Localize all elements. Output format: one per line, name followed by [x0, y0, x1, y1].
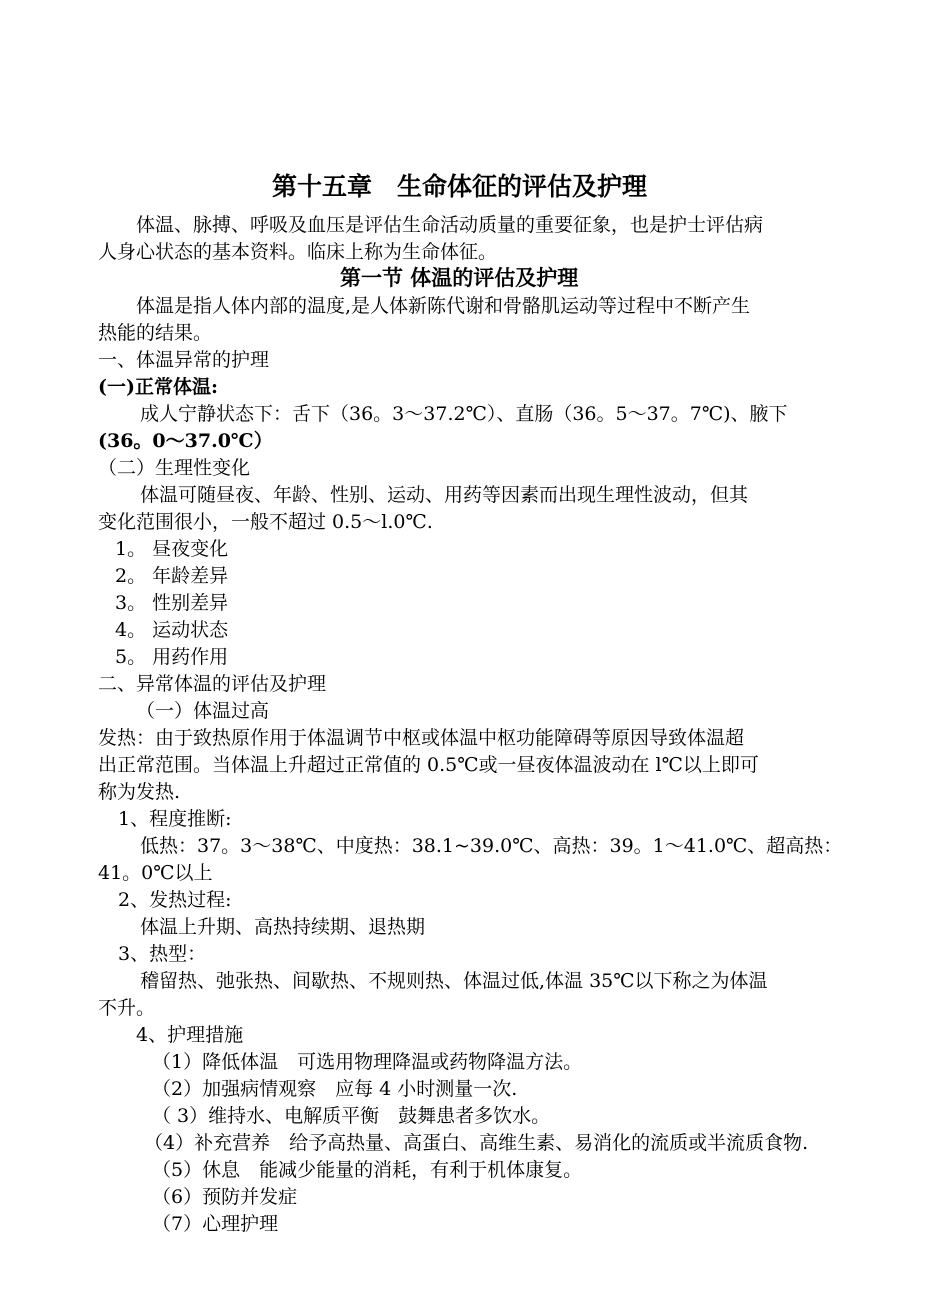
- heading-abnormal-assessment: 二、异常体温的评估及护理: [98, 673, 327, 695]
- fever-definition-line-1: 发热：由于致热原作用于体温调节中枢或体温中枢功能障碍等原因导致体温超: [98, 727, 745, 749]
- list-item: （2）加强病情观察 应每 4 小时测量一次.: [152, 1078, 518, 1100]
- list-item: （5）休息 能减少能量的消耗，有利于机体康复。: [152, 1159, 583, 1181]
- physiological-line-1: 体温可随昼夜、年龄、性别、运动、用药等因素而出现生理性波动，但其: [140, 484, 749, 506]
- list-item: （1）降低体温 可选用物理降温或药物降温方法。: [152, 1051, 583, 1073]
- fever-definition-line-3: 称为发热.: [98, 781, 181, 803]
- list-item: （ 3）维持水、电解质平衡 鼓舞患者多饮水。: [152, 1105, 551, 1127]
- list-item: 2。 年龄差异: [115, 565, 229, 587]
- list-item: 3。 性别差异: [115, 592, 229, 614]
- degree-line-1: 低热：37。3～38℃、中度热：38.1~39.0℃、高热：39。1～41.0℃、超高热：: [140, 835, 843, 857]
- fever-heading: （一）体温过高: [136, 700, 270, 722]
- normal-temp-line-2: (36。0～37.0℃）: [98, 430, 273, 452]
- process-line: 体温上升期、高热持续期、退热期: [140, 916, 426, 938]
- physiological-heading: （二）生理性变化: [98, 457, 251, 479]
- degree-line-2: 41。0℃以上: [98, 862, 213, 884]
- section-1-para-line-1: 体温是指人体内部的温度,是人体新陈代谢和骨骼肌运动等过程中不断产生: [136, 295, 751, 317]
- list-item: 4。 运动状态: [115, 619, 229, 641]
- intro-line-1: 体温、脉搏、呼吸及血压是评估生命活动质量的重要征象，也是护士评估病: [136, 214, 764, 236]
- normal-temp-heading: (一)正常体温:: [98, 376, 218, 398]
- fever-definition-line-2: 出正常范围。当体温上升超过正常值的 0.5℃或一昼夜体温波动在 l℃以上即可: [98, 754, 759, 776]
- list-item: 1。 昼夜变化: [115, 538, 229, 560]
- type-line-1: 稽留热、弛张热、间歇热、不规则热、体温过低,体温 35℃以下称之为体温: [140, 970, 768, 992]
- process-heading: 2、发热过程:: [118, 889, 232, 911]
- section-1-para-line-2: 热能的结果。: [98, 322, 213, 344]
- normal-temp-line-1: 成人宁静状态下：舌下（36。3～37.2℃）、直肠（36。5～37。7℃)、腋下: [140, 403, 788, 425]
- list-item: （6）预防并发症: [152, 1186, 298, 1208]
- list-item: （7）心理护理: [152, 1213, 279, 1235]
- care-heading: 4、护理措施: [136, 1024, 244, 1046]
- physiological-line-2: 变化范围很小，一般不超过 0.5～l.0℃.: [98, 511, 433, 533]
- degree-heading: 1、程度推断:: [118, 808, 232, 830]
- list-item: 5。 用药作用: [115, 646, 229, 668]
- intro-line-2: 人身心状态的基本资料。临床上称为生命体征。: [98, 241, 498, 263]
- type-heading: 3、热型：: [118, 943, 207, 965]
- heading-abnormal-care: 一、体温异常的护理: [98, 349, 270, 371]
- type-line-2: 不升。: [98, 997, 156, 1019]
- section-1-title: 第一节 体温的评估及护理: [340, 265, 579, 290]
- chapter-title: 第十五章 生命体征的评估及护理: [272, 172, 648, 201]
- list-item: （4）补充营养 给予高热量、高蛋白、高维生素、易消化的流质或半流质食物.: [144, 1132, 809, 1154]
